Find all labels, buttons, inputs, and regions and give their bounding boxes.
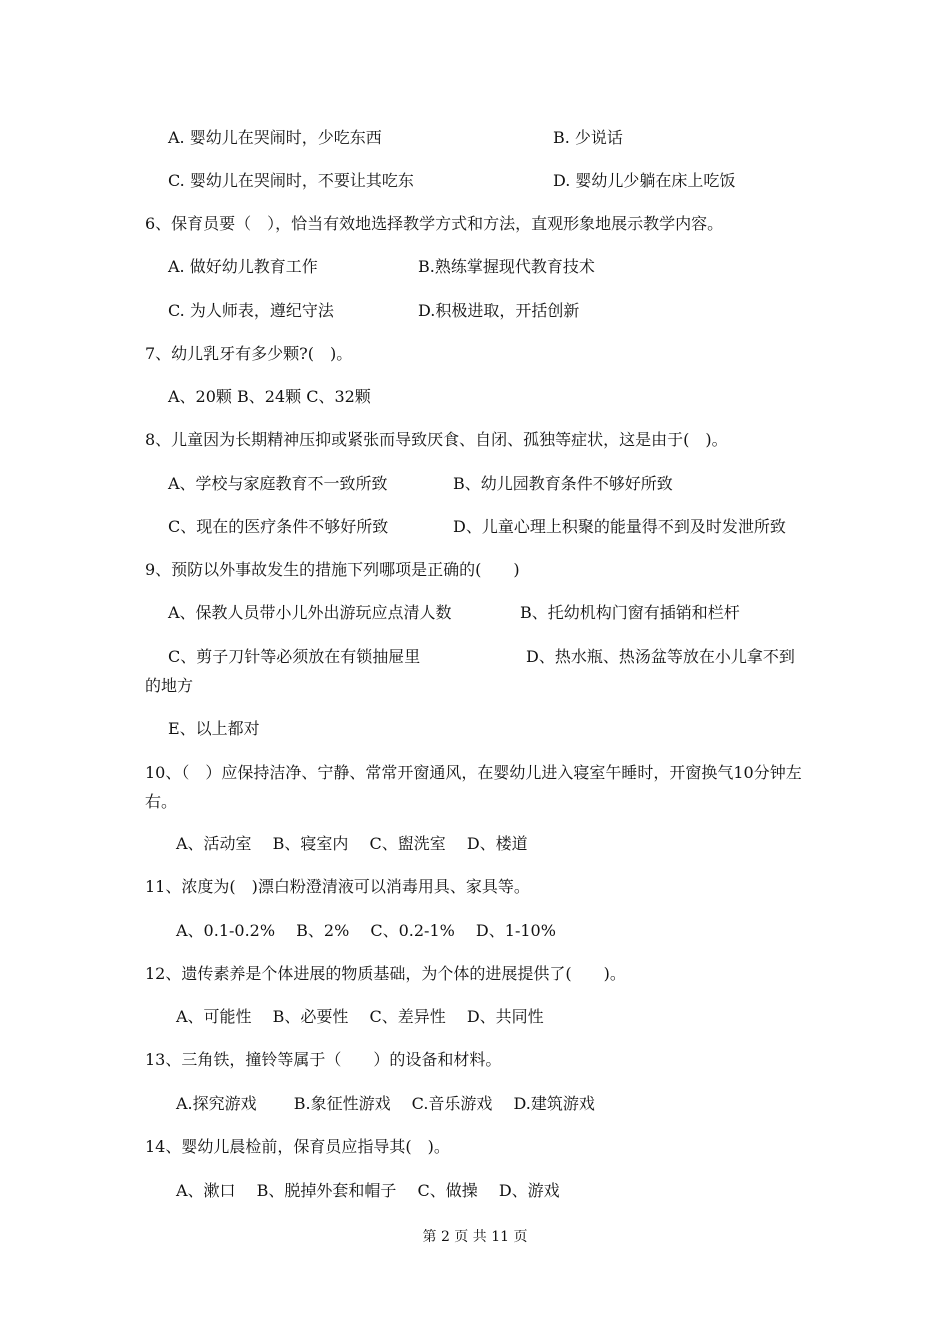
q8-option-b: B、幼儿园教育条件不够好所致 (453, 474, 673, 493)
question-7: 7、幼儿乳牙有多少颗?( )。 (145, 344, 353, 363)
q6-option-d: D.积极进取，开括创新 (418, 301, 580, 320)
q6-option-c: C. 为人师表，遵纪守法 (168, 301, 334, 320)
q8-option-a: A、学校与家庭教育不一致所致 (168, 474, 388, 493)
q9-option-b: B、托幼机构门窗有插销和栏杆 (520, 603, 740, 622)
q7-options: A、20颗 B、24颗 C、32颗 (168, 387, 371, 406)
q14-options: A、漱口 B、脱掉外套和帽子 C、做操 D、游戏 (176, 1181, 560, 1200)
question-12: 12、遗传素养是个体进展的物质基础，为个体的进展提供了( )。 (145, 964, 626, 983)
question-13: 13、三角铁，撞铃等属于（ ）的设备和材料。 (145, 1050, 502, 1069)
q9-option-a: A、保教人员带小儿外出游玩应点清人数 (168, 603, 452, 622)
question-11: 11、浓度为( )漂白粉澄清液可以消毒用具、家具等。 (145, 877, 530, 896)
q6-option-a: A. 做好幼儿教育工作 (168, 257, 318, 276)
q5-option-a: A. 婴幼儿在哭闹时，少吃东西 (168, 128, 382, 147)
q10-options: A、活动室 B、寝室内 C、盥洗室 D、楼道 (176, 834, 528, 853)
q5-option-b: B. 少说话 (553, 128, 623, 147)
q9-option-e: E、以上都对 (168, 719, 260, 738)
q9-option-d: D、热水瓶、热汤盆等放在小儿拿不到 (526, 647, 795, 666)
question-10: 10、（ ）应保持洁净、宁静、常常开窗通风，在婴幼儿进入寝室午睡时，开窗换气10分钟左右。 (145, 763, 802, 811)
q6-option-b: B.熟练掌握现代教育技术 (418, 257, 595, 276)
q11-options: A、0.1-0.2% B、2% C、0.2-1% D、1-10% (176, 921, 556, 940)
q8-option-c: C、现在的医疗条件不够好所致 (168, 517, 389, 536)
q5-option-d: D. 婴幼儿少躺在床上吃饭 (553, 171, 736, 190)
q12-options: A、可能性 B、必要性 C、差异性 D、共同性 (176, 1007, 544, 1026)
question-8: 8、儿童因为长期精神压抑或紧张而导致厌食、自闭、孤独等症状，这是由于( )。 (145, 430, 728, 449)
q9-option-d-continued: 的地方 (145, 676, 194, 695)
q8-option-d: D、儿童心理上积聚的能量得不到及时发泄所致 (453, 517, 786, 536)
page-footer: 第 2 页 共 11 页 (422, 1229, 528, 1245)
q13-options: A.探究游戏 B.象征性游戏 C.音乐游戏 D.建筑游戏 (176, 1094, 595, 1113)
question-14: 14、婴幼儿晨检前，保育员应指导其( )。 (145, 1137, 450, 1156)
question-6: 6、保育员要（ ），恰当有效地选择教学方式和方法，直观形象地展示教学内容。 (145, 214, 724, 233)
q5-option-c: C. 婴幼儿在哭闹时，不要让其吃东 (168, 171, 414, 190)
question-9: 9、预防以外事故发生的措施下列哪项是正确的( ) (145, 560, 520, 579)
q9-option-c: C、剪子刀针等必须放在有锁抽屉里 (168, 647, 421, 666)
